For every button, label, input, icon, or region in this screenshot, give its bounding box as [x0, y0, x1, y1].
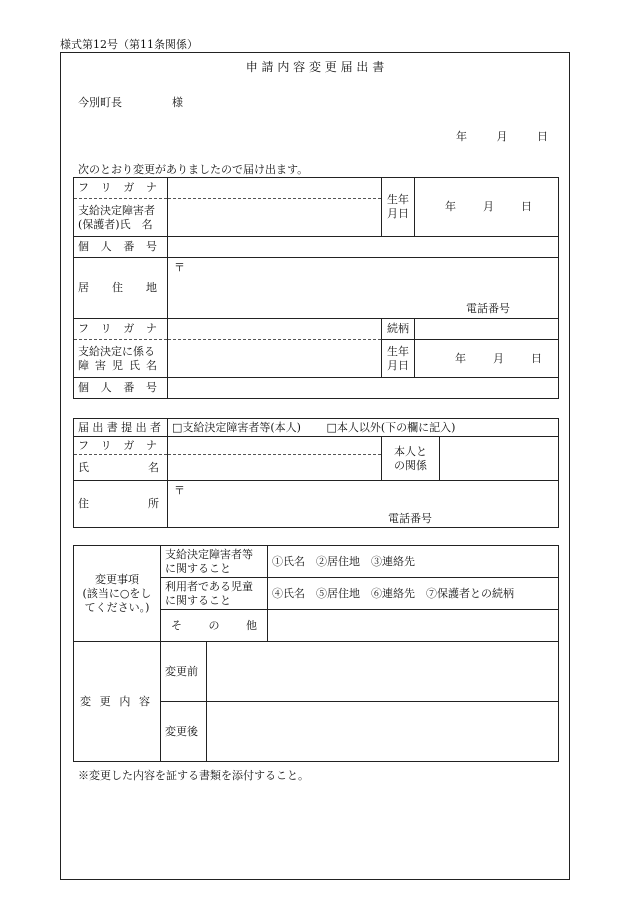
submitter-options	[168, 419, 559, 437]
birth-label: 生年 月日	[382, 178, 415, 237]
applicant-table	[73, 177, 559, 399]
submitter-address-field[interactable]	[168, 481, 559, 528]
date-line	[456, 128, 548, 144]
other-label: そ の 他	[161, 610, 268, 642]
submitter-address-label: 住 所	[74, 481, 168, 528]
cat1-options[interactable]: ①氏名 ②居住地 ③連絡先	[268, 546, 559, 578]
option-other-checkbox[interactable]: □本人以外(下の欄に記入)	[326, 420, 456, 434]
submitter-relation-field[interactable]	[440, 437, 559, 481]
submitter-table	[73, 418, 559, 528]
furigana-label: フ リ ガ ナ	[74, 178, 168, 199]
child-birth-label: 生年 月日	[382, 340, 415, 378]
option-self-checkbox[interactable]: □支給決定障害者等(本人)	[172, 420, 301, 434]
other-field[interactable]	[268, 610, 559, 642]
change-items-label: 変更事項 (該当に○をし てください。)	[74, 546, 161, 642]
submitter-label: 届 出 書 提 出 者	[74, 419, 168, 437]
child-individual-number-label: 個 人 番 号	[74, 378, 168, 399]
applicant-name-field[interactable]	[168, 199, 382, 237]
birth-date-field[interactable]: 年 月 日	[415, 178, 559, 237]
date-year: 年	[456, 130, 467, 143]
submitter-postal-mark: 〒	[174, 484, 185, 497]
form-number: 様式第12号（第11条関係）	[60, 38, 198, 51]
after-label: 変更後	[161, 702, 207, 762]
child-furigana-label: フ リ ガ ナ	[74, 319, 168, 340]
addressee: 今別町長	[78, 96, 122, 109]
submitter-phone-label: 電話番号	[388, 512, 432, 525]
submitter-furigana-field[interactable]	[168, 437, 382, 455]
child-birth-date-field[interactable]: 年 月 日	[415, 340, 559, 378]
postal-mark: 〒	[174, 261, 185, 274]
form-title: 申 請 内 容 変 更 届 出 書	[245, 60, 385, 74]
intro-text: 次のとおり変更がありましたので届け出ます。	[78, 163, 309, 176]
after-field[interactable]	[207, 702, 559, 762]
individual-number-label: 個 人 番 号	[74, 237, 168, 258]
residence-field[interactable]	[168, 258, 559, 319]
honorific: 様	[172, 96, 183, 109]
date-day: 日	[537, 130, 548, 143]
child-name-field[interactable]	[168, 340, 382, 378]
phone-label: 電話番号	[466, 302, 510, 315]
cat2-label: 利用者である児童 に関すること	[161, 578, 268, 610]
child-name-label: 支給決定に係る 障 害 児 氏 名	[74, 340, 168, 378]
individual-number-field[interactable]	[168, 237, 559, 258]
change-table	[73, 545, 559, 762]
change-content-label: 変 更 内 容	[74, 642, 161, 762]
attachment-note: ※変更した内容を証する書類を添付すること。	[78, 769, 309, 782]
submitter-name-field[interactable]	[168, 455, 382, 481]
submitter-relation-label: 本人と の関係	[382, 437, 440, 481]
relation-label: 続柄	[382, 319, 415, 340]
residence-label: 居 住 地	[74, 258, 168, 319]
before-field[interactable]	[207, 642, 559, 702]
date-month: 月	[496, 130, 508, 143]
before-label: 変更前	[161, 642, 207, 702]
cat1-label: 支給決定障害者等 に関すること	[161, 546, 268, 578]
child-furigana-field[interactable]	[168, 319, 382, 340]
furigana-field[interactable]	[168, 178, 382, 199]
cat2-options[interactable]: ④氏名 ⑤居住地 ⑥連絡先 ⑦保護者との続柄	[268, 578, 559, 610]
applicant-name-label: 支給決定障害者 (保護者)氏 名	[74, 199, 168, 237]
submitter-name-label: 氏 名	[74, 455, 168, 481]
submitter-furigana-label: フ リ ガ ナ	[74, 437, 168, 455]
child-individual-number-field[interactable]	[168, 378, 559, 399]
relation-field[interactable]	[415, 319, 559, 340]
